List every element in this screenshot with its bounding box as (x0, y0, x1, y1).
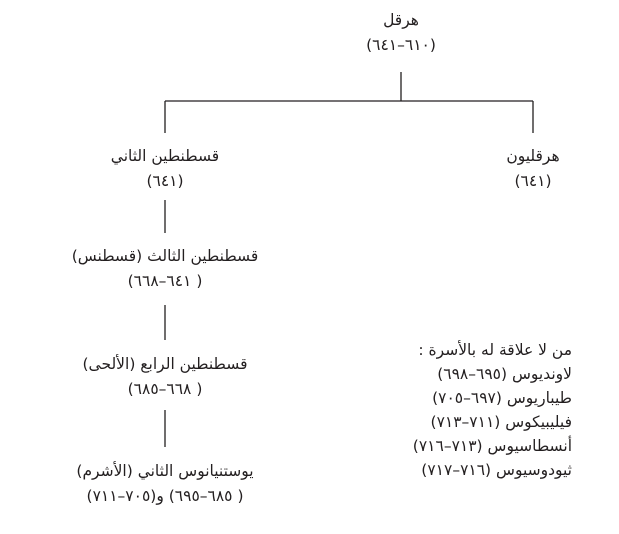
list-item: طيباريوس (٦٩٧–٧٠٥) (432, 389, 572, 407)
node-constantine-iv-name: قسطنطين الرابع (الألحى) (82, 355, 248, 373)
node-constantine-iv (55, 352, 275, 402)
node-constantine-iii-name: قسطنطين الثالث (قسطنس) (71, 247, 259, 265)
list-item: فيليبيكوس (٧١١–٧١٣) (430, 413, 572, 431)
unrelated-heading: من لا علاقة له بالأسرة : (418, 341, 572, 359)
node-constantine-ii (90, 144, 240, 194)
node-heraklonas-name: هرقليون (506, 147, 560, 165)
node-constantine-iii-dates: ( ٦٤١–٦٦٨) (127, 272, 203, 290)
node-heraklonas (483, 144, 583, 194)
node-heraklonas-dates: (٦٤١) (514, 172, 552, 190)
list-item: لاونديوس (٦٩٥–٦٩٨) (437, 365, 572, 383)
node-justinian-ii-dates: ( ٦٨٥–٦٩٥) و(٧٠٥–٧١١) (86, 487, 244, 505)
node-constantine-iv-dates: ( ٦٦٨–٦٨٥) (127, 380, 203, 398)
node-justinian-ii (50, 459, 280, 509)
node-constantine-ii-dates: (٦٤١) (146, 172, 184, 190)
node-justinian-ii-name: يوستنيانوس الثاني (الأشرم) (76, 462, 254, 480)
node-heraclius (341, 8, 461, 58)
list-item: أنسطاسيوس (٧١٣–٧١٦) (412, 437, 572, 455)
unrelated-rulers-list (370, 338, 572, 482)
node-heraclius-name: هرقل (383, 11, 419, 29)
node-heraclius-dates: (٦١٠–٦٤١) (366, 36, 436, 54)
node-constantine-ii-name: قسطنطين الثاني (110, 147, 220, 165)
list-item: ثيودوسيوس (٧١٦–٧١٧) (421, 461, 572, 479)
node-constantine-iii (55, 244, 275, 294)
